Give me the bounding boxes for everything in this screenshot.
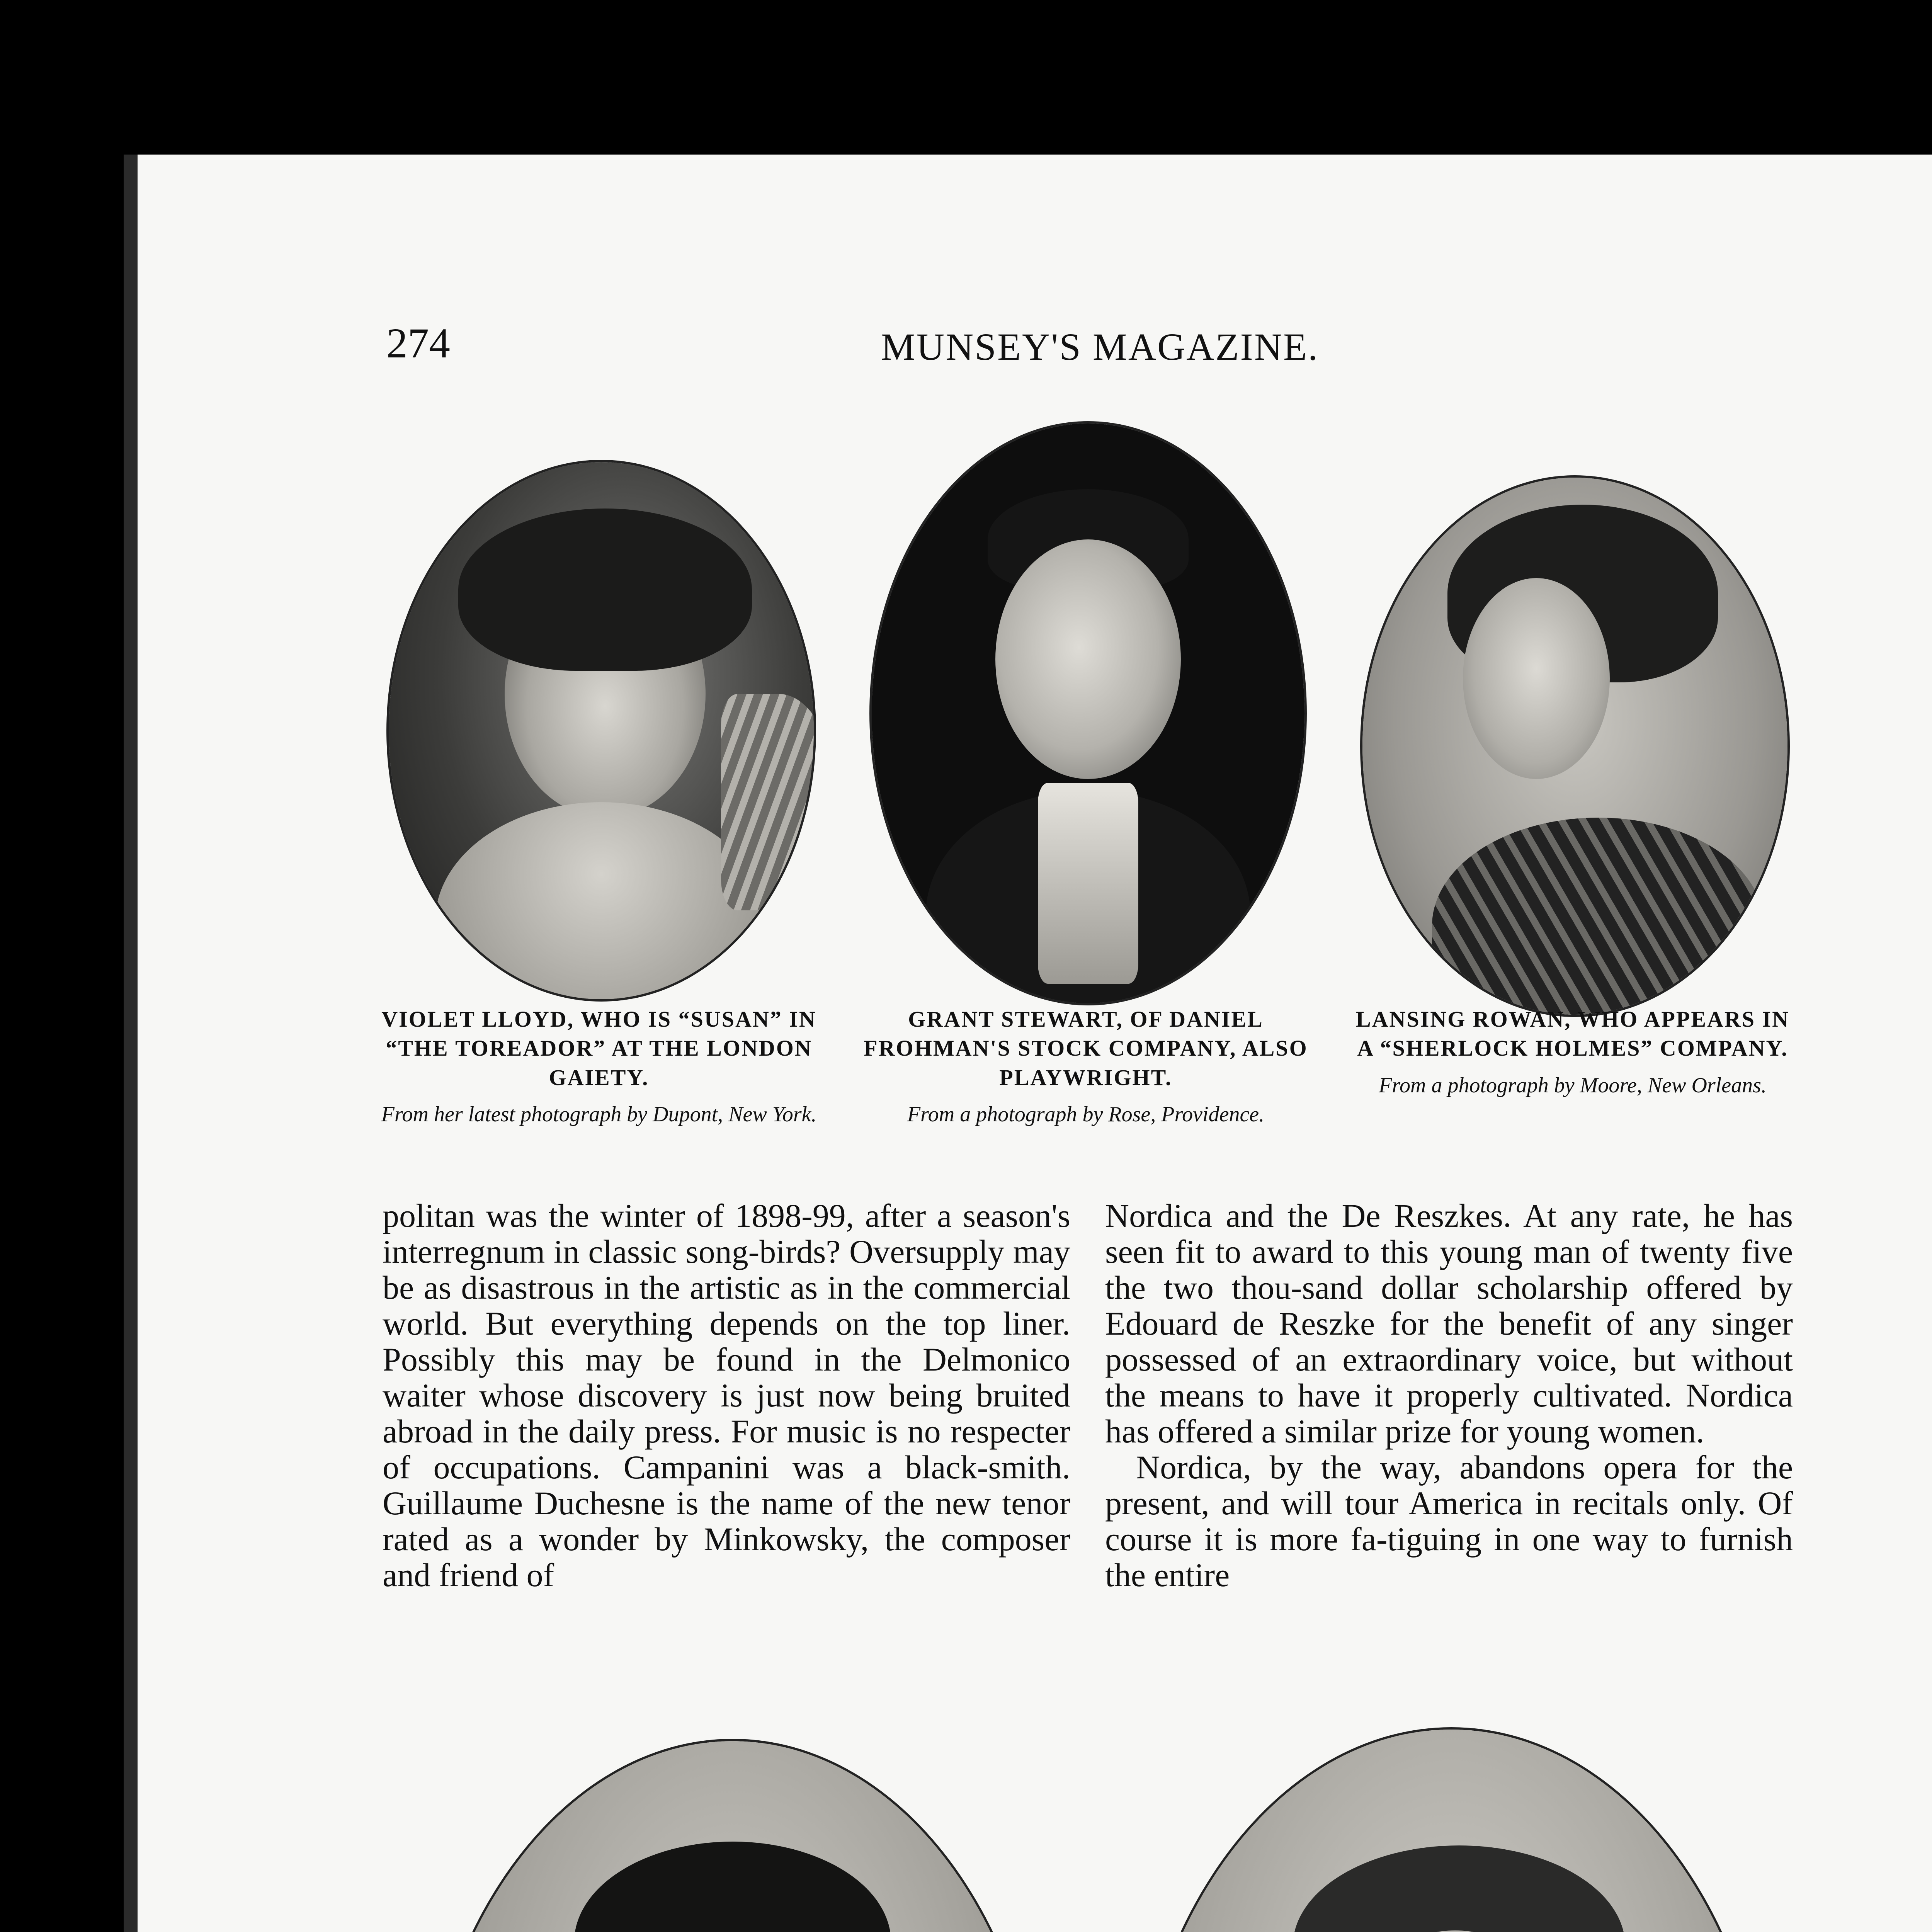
caption-credit: From her latest photograph by Dupont, New York. <box>381 1102 817 1127</box>
page-number: 274 <box>386 320 450 367</box>
caption-violet-lloyd <box>375 1005 823 1127</box>
caption-credit: From a photograph by Rose, Providence. <box>907 1102 1265 1127</box>
page-edge <box>124 155 138 1932</box>
portrait-eben-plympton <box>1128 1727 1774 1932</box>
portrait-violet-lloyd <box>386 460 816 1002</box>
portrait-andrew-mack <box>417 1739 1048 1932</box>
portrait-lansing-rowan <box>1360 475 1790 1017</box>
text-column-left <box>383 1198 1070 1593</box>
caption-title: VIOLET LLOYD, WHO IS “SUSAN” IN “THE TOREADOR” AT THE LONDON GAIETY. <box>381 1007 816 1090</box>
paragraph: Nordica and the De Reszkes. At any rate, he has seen fit to award to this young man of twenty five the two thou-sand dollar scholarship offered by Edouard de Reszke for the benefit of any singer possessed of an extraordinary voice, but without the means to have it properly cultivated. Nordica has offered a similar prize for young women. <box>1105 1197 1793 1450</box>
caption-title: LANSING ROWAN, WHO APPEARS IN A “SHERLOCK HOLMES” COMPANY. <box>1355 1007 1790 1061</box>
caption-grant-stewart <box>862 1005 1310 1127</box>
paragraph: Nordica, by the way, abandons opera for the present, and will tour America in recitals only. Of course it is more fa-tiguing in one way to furnish the entire <box>1105 1449 1793 1594</box>
text-column-right <box>1105 1198 1793 1593</box>
caption-lansing-rowan <box>1349 1005 1797 1097</box>
running-head: MUNSEY'S MAGAZINE. <box>881 325 1319 368</box>
caption-title: GRANT STEWART, OF DANIEL FROHMAN'S STOCK COMPANY, ALSO PLAYWRIGHT. <box>864 1007 1308 1090</box>
caption-credit: From a photograph by Moore, New Orleans. <box>1379 1073 1767 1097</box>
portrait-grant-stewart <box>869 421 1307 1005</box>
paragraph: politan was the winter of 1898-99, after a season's interregnum in classic song-birds? Oversupply may be as disastrous in the artistic as in the commercial world. But everything depends on the top liner. Possibly this may be found in the Delmonico waiter whose discovery is just now being bruited abroad in the daily press. For music is no respecter of occupations. Campanini was a black-smith. Guillaume Duchesne is the name of the new tenor rated as a wonder by Minkowsky, the composer and friend of <box>383 1197 1070 1594</box>
